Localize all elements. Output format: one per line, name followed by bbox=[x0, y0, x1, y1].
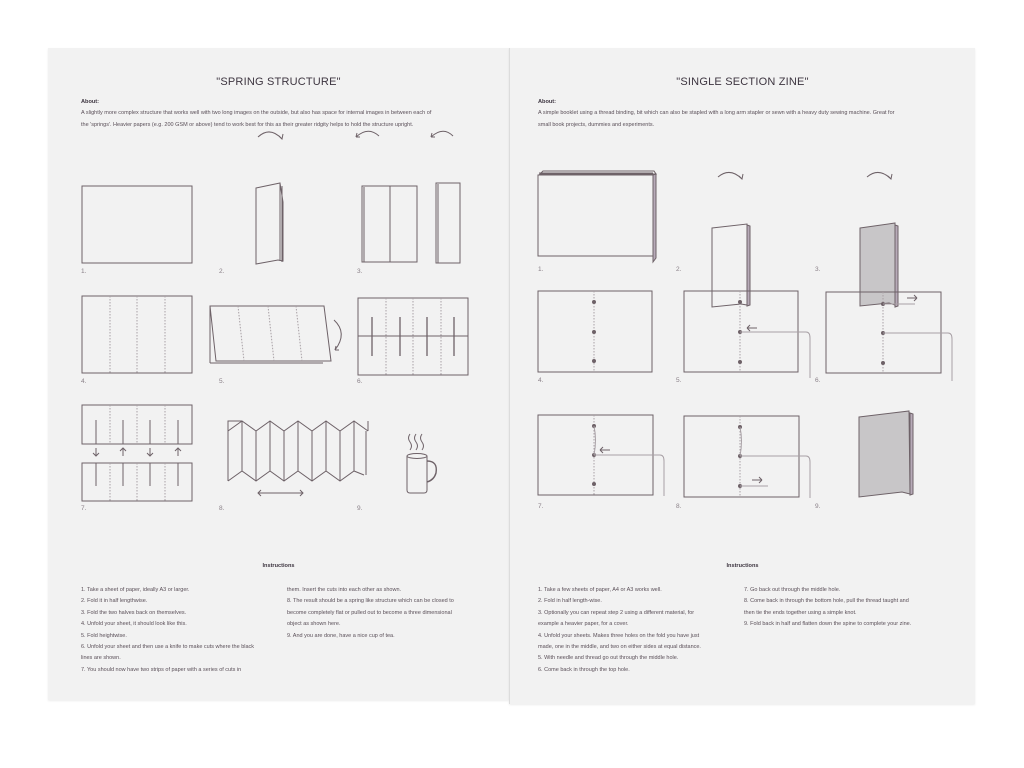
step-number: 8. bbox=[676, 503, 682, 510]
step-number: 6. bbox=[357, 378, 363, 385]
step-number: 8. bbox=[219, 505, 225, 512]
step-number: 9. bbox=[357, 505, 363, 512]
step-number: 7. bbox=[81, 505, 87, 512]
step-7-thread-illustration bbox=[538, 415, 664, 496]
step-number: 3. bbox=[815, 266, 821, 273]
step-4-holes-illustration bbox=[538, 291, 652, 372]
instructions-column-2: them. Insert the cuts into each other as shown. 8. The result should be a spring like structure which can be closed to become completely flat or pulled out to become a three dimensional object as shown here. 9. And you are done, have a nice cup of tea. bbox=[287, 587, 454, 639]
step-7-interlock-illustration bbox=[82, 405, 192, 501]
step-number: 3. bbox=[357, 268, 363, 275]
step-3-fold-illustration bbox=[356, 131, 460, 263]
right-page-single-section-zine bbox=[509, 48, 975, 704]
step-8-thread-illustration bbox=[684, 416, 810, 498]
step-number: 1. bbox=[538, 266, 544, 273]
step-8-spring-illustration bbox=[228, 421, 368, 496]
step-1-sheet-illustration bbox=[82, 186, 192, 263]
instructions-column-1: 1. Take a few sheets of paper, A4 or A3 works well. 2. Fold in half length-wise. 3. Optionally you can repeat step 2 using a different material, for example a heavier paper, for a cover. 4. Unfold your sheets. Makes three holes on the fold you have just made, one in the middle, and two on either sides at equal distance. 5. With needle and thread go out through the middle hole. 6. Come back in through the top hole. bbox=[538, 587, 701, 673]
step-number: 1. bbox=[81, 268, 87, 275]
spring-structure-diagrams bbox=[48, 48, 509, 548]
step-6-cuts-illustration bbox=[358, 298, 468, 375]
left-page-spring-structure bbox=[48, 48, 509, 700]
about-label: About: bbox=[538, 99, 557, 105]
step-3-cover-illustration bbox=[860, 172, 898, 307]
step-number: 9. bbox=[815, 503, 821, 510]
step-2-fold-illustration bbox=[256, 132, 283, 264]
about-text: A simple booklet using a thread binding, bit which can also be stapled with a long arm stapler or sewn with a heavy duty sewing machine. Great for small book projects, dummies and experiments. bbox=[538, 110, 895, 128]
instructions-title: Instructions bbox=[262, 563, 295, 569]
step-6-thread-illustration bbox=[826, 292, 952, 381]
step-number: 6. bbox=[815, 377, 821, 384]
instructions-title: Instructions bbox=[726, 563, 759, 569]
step-number: 5. bbox=[676, 377, 682, 384]
page-title: "SPRING STRUCTURE" bbox=[216, 76, 341, 88]
step-2-fold-illustration bbox=[712, 172, 750, 307]
step-number: 2. bbox=[219, 268, 225, 275]
step-1-stack-illustration bbox=[538, 171, 656, 262]
step-number: 2. bbox=[676, 266, 682, 273]
page-title: "SINGLE SECTION ZINE" bbox=[676, 76, 809, 88]
step-5-heightwise-fold-illustration bbox=[210, 306, 341, 363]
step-number: 7. bbox=[538, 503, 544, 510]
instructions-column-2: 7. Go back out through the middle hole. 8. Come back in through the bottom hole, pull the thread taught and then tie the ends together using a simple knot. 9. Fold back in half and flatten down the spine to complete your zine. bbox=[744, 587, 912, 628]
about-label: About: bbox=[81, 99, 100, 105]
step-4-creased-sheet-illustration bbox=[82, 296, 192, 373]
instructions-column-1: 1. Take a sheet of paper, ideally A3 or larger. 2. Fold it in half lengthwise. 3. Fold the two halves back on themselves. 4. Unfold your sheet, it should look like this. 5. Fold heightwise. 6. Unfold your sheet and then use a knife to make cuts where the black lines are shown. 7. You should now have two strips of paper with a series of cuts in bbox=[81, 587, 255, 673]
step-number: 4. bbox=[81, 378, 87, 385]
step-9-tea-cup-illustration bbox=[407, 434, 436, 493]
about-text: A slightly more complex structure that works well with two long images on the outside, but also has space for internal images in between each of the 'springs'. Heavier papers (e.g. 200 GSM or above) tend to work best for this as their greater ridgity helps to hold the structure upright. bbox=[81, 110, 432, 128]
step-9-finished-zine-illustration bbox=[859, 411, 913, 497]
single-section-zine-diagrams bbox=[510, 48, 975, 548]
step-number: 4. bbox=[538, 377, 544, 384]
step-number: 5. bbox=[219, 378, 225, 385]
